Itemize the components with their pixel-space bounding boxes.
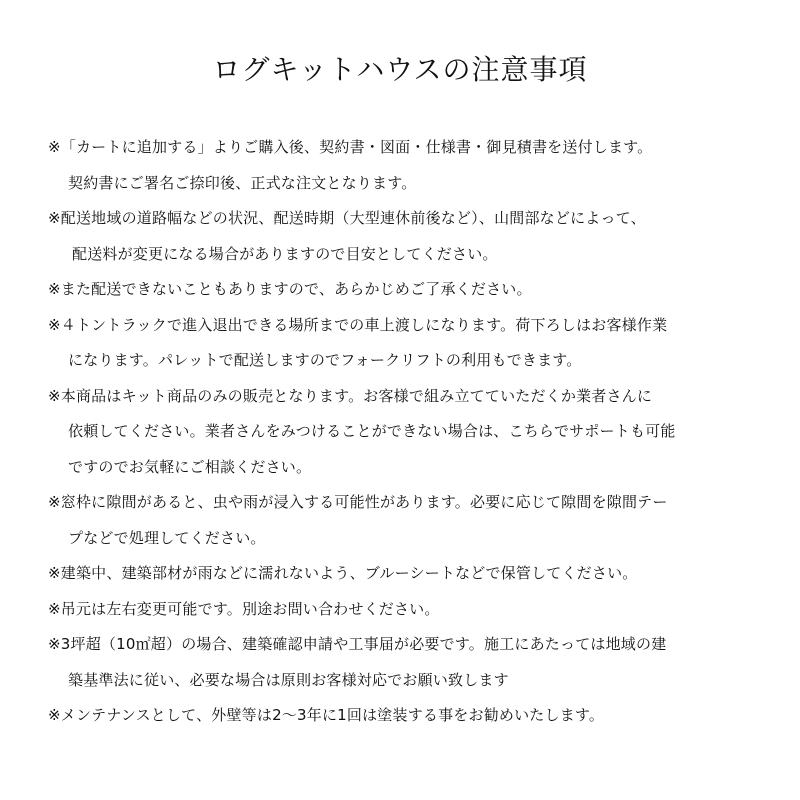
note-item xyxy=(48,556,778,592)
note-line: 配送料が変更になる場合がありますので目安としてください。 xyxy=(72,244,498,263)
note-line: になります。パレットで配送しますのでフォークリフトの利用もできます。 xyxy=(68,351,582,369)
note-line: 依頼してください。業者さんをみつけることができない場合は、こちらでサポートも可能 xyxy=(68,422,676,440)
note-item xyxy=(48,272,778,308)
note-item xyxy=(48,308,778,379)
note-line: ※また配送できないこともありますので、あらかじめご了承ください。 xyxy=(48,280,532,298)
note-line: ※４トントラックで進入退出できる場所までの車上渡しになります。荷下ろしはお客様作業 xyxy=(48,315,668,334)
note-item xyxy=(48,130,778,201)
note-item xyxy=(48,627,778,698)
note-item xyxy=(48,485,778,556)
page-title: ログキットハウスの注意事項 xyxy=(212,53,588,86)
note-line: ※建築中、建築部材が雨などに濡れないよう、ブルーシートなどで保管してください。 xyxy=(48,564,638,582)
note-line: プなどで処理してください。 xyxy=(68,528,266,547)
note-line: ※メンテナンスとして、外壁等は2～3年に1回は塗装する事をお勧めいたします。 xyxy=(48,706,605,724)
note-line: ※窓枠に隙間があると、虫や雨が浸入する可能性があります。必要に応じて隙間を隙間テー xyxy=(48,493,668,511)
note-line: ※3坪超（10㎡超）の場合、建築確認申請や工事届が必要です。施工にあたっては地域の建 xyxy=(48,635,667,653)
notes-list xyxy=(48,130,778,734)
note-line: ※配送地域の道路幅などの状況、配送時期（大型連休前後など）、山間部などによって、 xyxy=(48,209,646,227)
note-item xyxy=(48,592,778,628)
note-line: ※本商品はキット商品のみの販売となります。お客様で組み立てていただくか業者さんに xyxy=(48,386,653,405)
note-line: 契約書にご署名ご捺印後、正式な注文となります。 xyxy=(68,173,417,192)
note-line: 築基準法に従い、必要な場合は原則お客様対応でお願い致します xyxy=(68,670,509,689)
note-line: ですのでお気軽にご相談ください。 xyxy=(68,457,312,476)
note-item xyxy=(48,379,778,486)
note-item xyxy=(48,201,778,272)
note-item xyxy=(48,698,778,734)
note-line: ※「カートに追加する」よりご購入後、契約書・図面・仕様書・御見積書を送付します。 xyxy=(48,138,653,156)
note-line: ※吊元は左右変更可能です。別途お問い合わせください。 xyxy=(48,599,440,618)
